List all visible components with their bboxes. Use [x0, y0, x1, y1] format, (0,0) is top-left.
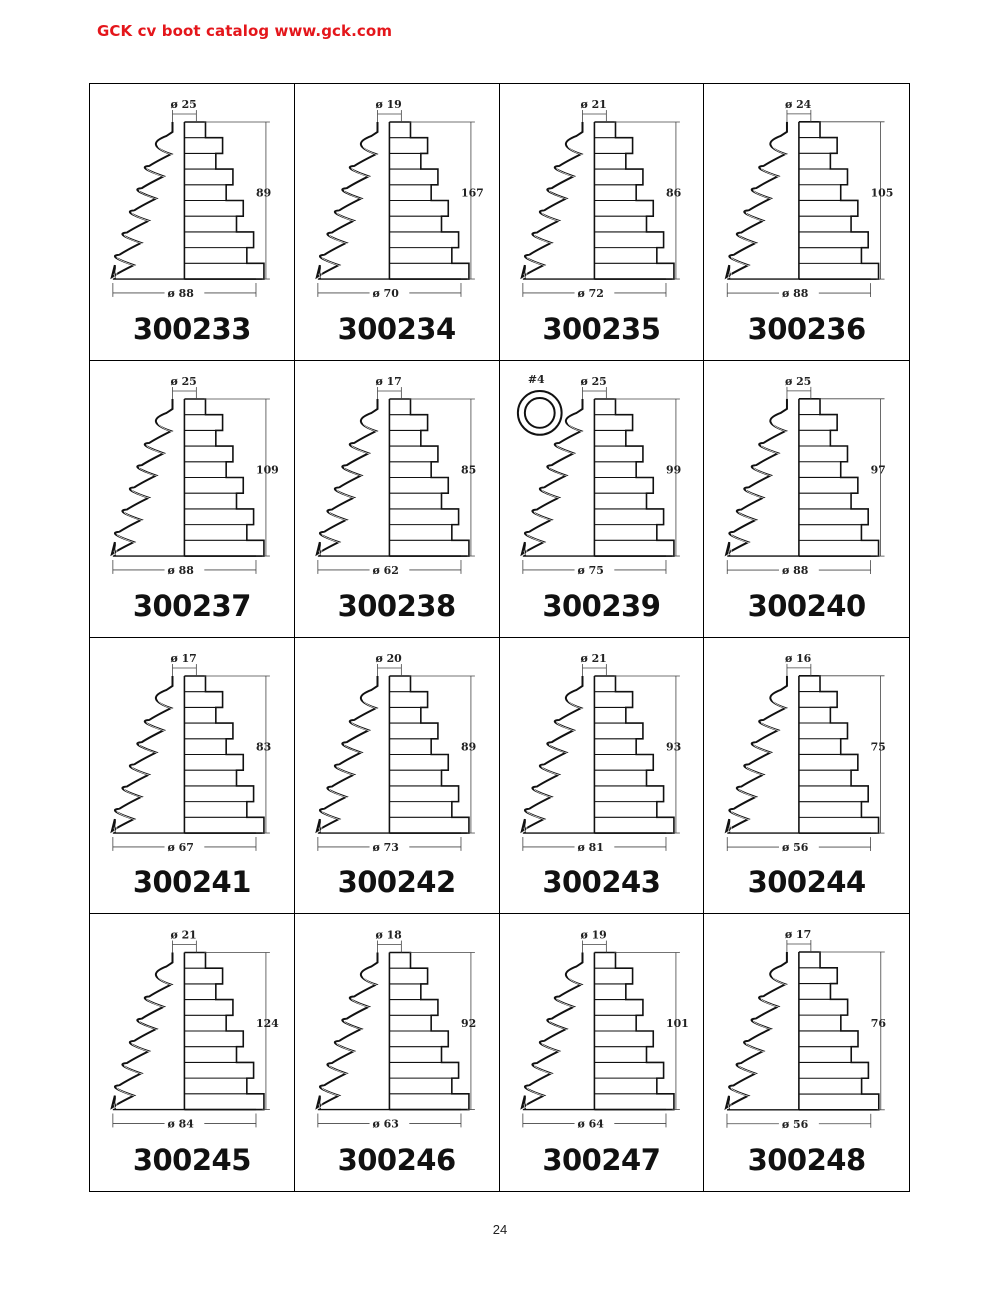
part-number: 300243: [542, 865, 661, 900]
height-dimension: 109: [255, 463, 279, 477]
bottom-diameter: ø 84: [167, 1117, 194, 1131]
top-diameter: ø 25: [170, 98, 197, 112]
height-dimension: 97: [870, 463, 887, 477]
top-diameter: ø 19: [375, 98, 402, 112]
height-dimension: 124: [255, 1017, 279, 1031]
bottom-diameter: ø 56: [782, 840, 809, 854]
top-diameter: ø 17: [375, 374, 402, 388]
bottom-diameter: ø 62: [372, 563, 399, 577]
part-cell: [500, 361, 705, 638]
height-dimension: 101: [665, 1017, 689, 1031]
ring-section-icon: [517, 391, 561, 435]
bottom-diameter: ø 67: [167, 840, 194, 854]
bottom-diameter: ø 88: [782, 287, 809, 301]
top-diameter: ø 16: [785, 651, 812, 665]
height-dimension: 83: [255, 740, 272, 754]
part-cell: [90, 638, 295, 915]
part-cell: [295, 361, 500, 638]
top-diameter: ø 18: [375, 928, 402, 942]
part-number: 300248: [747, 1143, 866, 1177]
bottom-diameter: ø 56: [782, 1118, 809, 1132]
bottom-diameter: ø 81: [577, 840, 604, 854]
part-cell: [500, 84, 705, 361]
top-diameter: ø 25: [170, 374, 197, 388]
top-diameter: ø 20: [375, 651, 402, 665]
part-cell: [295, 84, 500, 361]
part-cell: [90, 914, 295, 1191]
top-diameter: ø 17: [785, 928, 812, 942]
height-dimension: 89: [460, 740, 476, 754]
part-number: 300240: [747, 588, 866, 623]
part-cell: [90, 84, 295, 361]
part-number: 300236: [747, 311, 866, 346]
bottom-diameter: ø 88: [782, 563, 809, 577]
bottom-diameter: ø 73: [372, 840, 399, 854]
part-number: 300246: [337, 1143, 456, 1177]
bottom-diameter: ø 88: [167, 286, 194, 300]
top-diameter: ø 21: [580, 98, 607, 112]
part-number: 300241: [132, 865, 251, 900]
part-number: 300237: [132, 588, 251, 623]
page-number: 24: [492, 1222, 508, 1237]
top-diameter: ø 21: [580, 651, 607, 665]
part-cell: [500, 914, 705, 1191]
part-cell: [704, 84, 909, 361]
part-number: 300247: [542, 1143, 661, 1177]
bottom-diameter: ø 88: [167, 563, 194, 577]
parts-grid: [89, 83, 910, 1192]
height-dimension: 75: [870, 739, 887, 753]
height-dimension: 92: [460, 1017, 476, 1031]
bottom-diameter: ø 63: [372, 1117, 399, 1131]
height-dimension: 89: [255, 186, 272, 200]
bottom-diameter: ø 64: [577, 1117, 604, 1131]
part-number: 300234: [337, 311, 456, 346]
height-dimension: 105: [870, 186, 894, 200]
part-cell: [500, 638, 705, 915]
part-number: 300244: [747, 865, 866, 900]
part-number: 300238: [337, 588, 456, 623]
part-number: 300242: [337, 865, 456, 900]
part-cell: [295, 914, 500, 1191]
part-number: 300233: [132, 311, 251, 346]
part-cell: [90, 361, 295, 638]
top-diameter: ø 25: [580, 374, 607, 388]
height-dimension: 99: [665, 463, 681, 477]
height-dimension: 76: [871, 1017, 887, 1031]
height-dimension: 167: [460, 186, 484, 200]
bottom-diameter: ø 70: [372, 286, 399, 300]
part-cell: [704, 914, 909, 1191]
top-diameter: ø 24: [785, 97, 812, 111]
top-diameter: ø 21: [170, 928, 197, 942]
ring-note: #4: [527, 372, 545, 386]
part-number: 300239: [542, 588, 661, 623]
part-cell: [704, 638, 909, 915]
top-diameter: ø 25: [785, 374, 812, 388]
height-dimension: 85: [460, 463, 476, 477]
catalog-header: GCK cv boot catalog www.gck.com: [97, 22, 393, 40]
bottom-diameter: ø 72: [577, 286, 604, 300]
part-number: 300235: [542, 311, 661, 346]
bottom-diameter: ø 75: [577, 563, 604, 577]
height-dimension: 93: [665, 740, 681, 754]
part-cell: [295, 638, 500, 915]
part-number: 300245: [132, 1143, 251, 1177]
height-dimension: 86: [665, 186, 681, 200]
top-diameter: ø 17: [170, 651, 197, 665]
part-cell: [704, 361, 909, 638]
top-diameter: ø 19: [580, 928, 607, 942]
